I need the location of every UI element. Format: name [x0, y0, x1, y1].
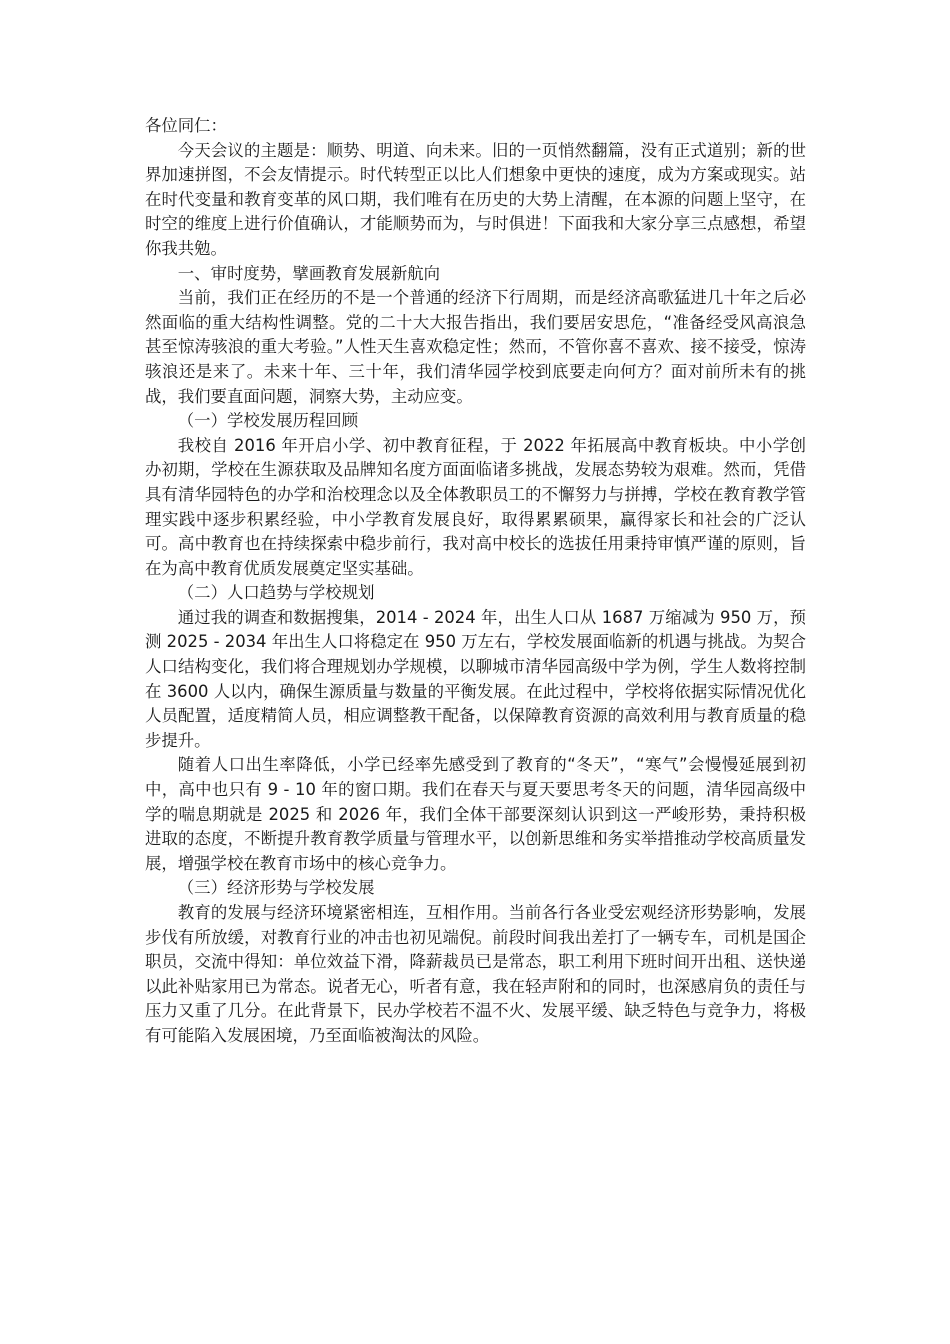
paragraph-population-trend: 通过我的调查和数据搜集，2014 - 2024 年，出生人口从 1687 万缩减为 950 万，预测 2025 - 2034 年出生人口将稳定在 950 万左右，学校发展面临新的机遇与挑战。为契合人口结构变化，我们将合理规划办学规模，以聊城市清华园高级中学为例，学生人数将控制在 3600 人以内，确保生源质量与数量的平衡发展。在此过程中，学校将依据实际情况优化人员配置，适度精简人员，相应调整教干配备，以保障教育资源的高效利用与教育质量的稳步提升。	[145, 607, 806, 750]
paragraph-current-situation: 当前，我们正在经历的不是一个普通的经济下行周期，而是经济高歌猛进几十年之后必然面临的重大结构性调整。党的二十大大报告指出，我们要居安思危，“准备经受风高浪急甚至惊涛骇浪的重大考验。”人性天生喜欢稳定性；然而，不管你喜不喜欢、接不接受，惊涛骇浪还是来了。未来十年、三十年，我们清华园学校到底要走向何方？面对前所未有的挑战，我们要直面问题，洞察大势，主动应变。	[145, 288, 806, 406]
subsection-heading-2: （二）人口趋势与学校规划	[177, 583, 375, 603]
paragraph-birth-rate: 随着人口出生率降低，小学已经率先感受到了教育的“冬天”，“寒气”会慢慢延展到初中，高中也只有 9 - 10 年的窗口期。我们在春天与夏天要思考冬天的问题，清华园高级中学的喘息期就是 2025 和 2026 年，我们全体干部要深刻认识到这一严峻形势，秉持积极进取的态度，不断提升教育教学质量与管理水平，以创新思维和务实举措推动学校高质量发展，增强学校在教育市场中的核心竞争力。	[145, 755, 806, 873]
subsection-heading-1: （一）学校发展历程回顾	[177, 411, 359, 431]
paragraph-school-history: 我校自 2016 年开启小学、初中教育征程，于 2022 年拓展高中教育板块。中小学创办初期，学校在生源获取及品牌知名度方面面临诸多挑战，发展态势较为艰难。然而，凭借具有清华园特色的办学和治校理念以及全体教职员工的不懈努力与拼搏，学校在教育教学管理实践中逐步积累经验，中小学教育发展良好，取得累累硕果，赢得家长和社会的广泛认可。高中教育也在持续探索中稳步前行，我对高中校长的选拔任用秉持审慎严谨的原则，旨在为高中教育优质发展奠定坚实基础。	[145, 435, 806, 578]
paragraph-intro: 今天会议的主题是：顺势、明道、向未来。旧的一页悄然翻篇，没有正式道别；新的世界加速拼图，不会友情提示。时代转型正以比人们想象中更快的速度，成为方案或现实。站在时代变量和教育变革的风口期，我们唯有在历史的大势上清醒，在本源的问题上坚守，在时空的维度上进行价值确认，才能顺势而为，与时俱进！下面我和大家分享三点感想，希望你我共勉。	[145, 140, 806, 258]
salutation: 各位同仁：	[145, 116, 227, 135]
section-heading-1: 一、审时度势，擘画教育发展新航向	[177, 263, 441, 283]
paragraph-economic-situation: 教育的发展与经济环境紧密相连，互相作用。当前各行各业受宏观经济形势影响，发展步伐有所放缓，对教育行业的冲击也初见端倪。前段时间我出差打了一辆专车，司机是国企职员，交流中得知：单位效益下滑，降薪裁员已是常态，职工利用下班时间开出租、送快递以此补贴家用已为常态。说者无心，听者有意，我在轻声附和的同时，也深感肩负的责任与压力又重了几分。在此背景下，民办学校若不温不火、发展平缓、缺乏特色与竞争力，将极有可能陷入发展困境，乃至面临被淘汰的风险。	[145, 903, 806, 1045]
document-page	[145, 114, 806, 1049]
subsection-heading-3: （三）经济形势与学校发展	[177, 878, 375, 898]
